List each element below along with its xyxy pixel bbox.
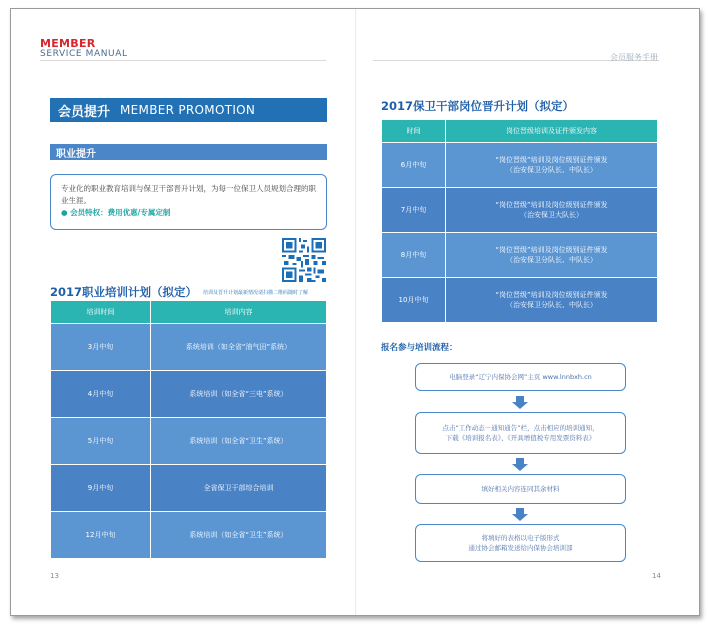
flow-step-text: 通过协会邮箱发送给内保协会培训部 <box>468 544 573 552</box>
brand-line2: SERVICE MANUAL <box>40 49 128 59</box>
column-header: 时间 <box>382 120 445 142</box>
promotion-time: 10月中旬 <box>382 278 445 322</box>
section-title-bar <box>50 98 327 122</box>
promotion-line2: （治安保卫分队长、中队长） <box>506 256 597 264</box>
table-row <box>382 233 657 277</box>
promotion-line1: “岗位晋级”培训及岗位级别证件颁发 <box>495 246 608 254</box>
training-content: 系统培训（如全省“三电”系统） <box>151 371 326 417</box>
flow-step-4 <box>415 524 626 562</box>
page-number-left: 13 <box>50 572 59 580</box>
promotion-time: 8月中旬 <box>382 233 445 277</box>
promotion-line2: （治安保卫大队长） <box>520 211 583 219</box>
qr-code-icon[interactable] <box>282 238 326 282</box>
training-time: 5月中旬 <box>51 418 150 464</box>
promotion-plan-title: 2017保卫干部岗位晋升计划（拟定） <box>381 99 575 113</box>
table-row <box>382 278 657 322</box>
promotion-content <box>446 188 657 232</box>
promotion-content <box>446 233 657 277</box>
table-row <box>51 418 326 464</box>
promotion-content <box>446 143 657 187</box>
promotion-line1: “岗位晋级”培训及岗位级别证件颁发 <box>495 291 608 299</box>
intro-text: 专业化的职业教育培训与保卫干部晋升计划，为每一位保卫人员规划合理的职业生涯。 <box>61 184 316 205</box>
promotion-line1: “岗位晋级”培训及岗位级别证件颁发 <box>495 201 608 209</box>
down-arrow-icon <box>512 508 528 521</box>
training-content: 全省保卫干部综合培训 <box>151 465 326 511</box>
page-number-right: 14 <box>652 572 661 580</box>
qr-note: 培训及晋升计划最新情况请扫描二维码随时了解 <box>203 290 309 296</box>
signup-flow-title: 报名参与培训流程： <box>381 343 458 353</box>
training-plan-table <box>50 300 327 559</box>
brand-logo <box>40 38 128 59</box>
table-row <box>382 188 657 232</box>
member-perk: ● 会员特权：费用优惠/专属定制 <box>61 208 171 217</box>
brand-line1: MEMBER <box>40 37 96 50</box>
training-content: 系统培训（如全省“卫生”系统） <box>151 512 326 558</box>
promotion-line1: “岗位晋级”培训及岗位级别证件颁发 <box>495 156 608 164</box>
down-arrow-icon <box>512 396 528 409</box>
promotion-line2: （治安保卫分队长、中队长） <box>506 301 597 309</box>
promotion-plan-table <box>381 119 658 323</box>
table-row <box>51 324 326 370</box>
flow-step-text: 点击“工作动态－通知通告”栏，点击相应的培训通知， <box>442 424 599 432</box>
section-title-cn: 会员提升 <box>58 104 111 120</box>
table-header-row <box>51 301 326 323</box>
table-row <box>51 465 326 511</box>
table-row <box>51 371 326 417</box>
intro-box <box>50 174 327 230</box>
flow-step-text: 填好相关内容连同其余材料 <box>481 485 560 493</box>
training-time: 9月中旬 <box>51 465 150 511</box>
flow-step-text: 下载《培训报名表》、《开具增值税专用发票资料表》 <box>445 434 596 442</box>
promotion-content <box>446 278 657 322</box>
section-title-en: MEMBER PROMOTION <box>120 103 256 117</box>
promotion-time: 6月中旬 <box>382 143 445 187</box>
training-content: 系统培训（如全省“油气田”系统） <box>151 324 326 370</box>
table-header-row <box>382 120 657 142</box>
column-header: 培训时间 <box>51 301 150 323</box>
manual-label: 会员服务手册 <box>610 53 658 62</box>
training-time: 4月中旬 <box>51 371 150 417</box>
flow-step-2 <box>415 412 626 454</box>
down-arrow-icon <box>512 458 528 471</box>
flow-step-3 <box>415 474 626 504</box>
subsection-title: 职业提升 <box>50 144 327 160</box>
training-time: 12月中旬 <box>51 512 150 558</box>
column-header: 培训内容 <box>151 301 326 323</box>
training-time: 3月中旬 <box>51 324 150 370</box>
flow-step-1 <box>415 363 626 391</box>
column-header: 岗位晋级培训及证件颁发内容 <box>446 120 657 142</box>
training-content: 系统培训（如全省“卫生”系统） <box>151 418 326 464</box>
table-row <box>51 512 326 558</box>
training-plan-title: 2017职业培训计划（拟定） <box>50 285 198 299</box>
header-rule-left <box>40 60 326 61</box>
flow-step-text: 将填好的表格以电子版形式 <box>481 534 560 542</box>
promotion-line2: （治安保卫分队长、中队长） <box>506 166 597 174</box>
flow-step-text: 电脑登录“辽宁内保协会网”主页 www.lnnbxh.cn <box>449 373 592 381</box>
book-gutter <box>355 9 357 615</box>
table-row <box>382 143 657 187</box>
promotion-time: 7月中旬 <box>382 188 445 232</box>
